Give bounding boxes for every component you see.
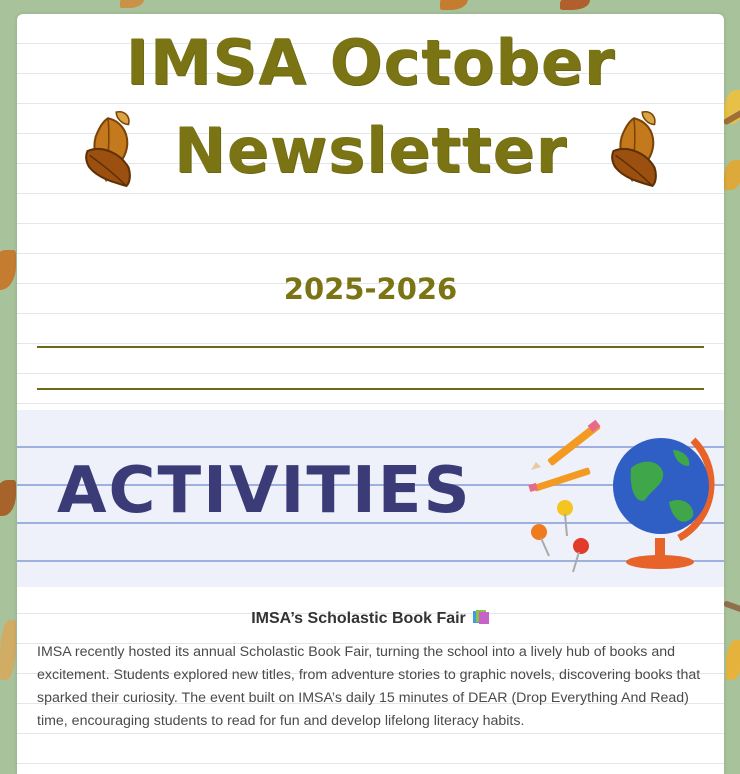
pushpin-icon bbox=[531, 524, 549, 556]
divider-line bbox=[37, 388, 704, 390]
globe-icon bbox=[613, 438, 711, 569]
divider-line bbox=[37, 346, 704, 348]
pushpin-icon bbox=[557, 500, 573, 536]
activities-banner bbox=[17, 410, 724, 587]
activities-heading: ACTIVITIES bbox=[57, 454, 472, 528]
school-supplies-art bbox=[503, 410, 724, 587]
books-icon bbox=[472, 608, 490, 626]
article-title: IMSA’s Scholastic Book Fair bbox=[17, 608, 724, 628]
school-year: 2025-2026 bbox=[283, 272, 458, 306]
autumn-leaves-icon bbox=[593, 106, 675, 188]
pushpin-icon bbox=[573, 538, 589, 572]
pencil-icon bbox=[531, 420, 601, 470]
newsletter-title-line2: Newsletter bbox=[173, 114, 568, 187]
newsletter-page bbox=[17, 14, 724, 774]
newsletter-title-line1: IMSA October bbox=[125, 26, 616, 99]
article-body: IMSA recently hosted its annual Scholastic Book Fair, turning the school into a lively hub of books and excitement. Students explored new titles, from adventure stories to graphic novels, discovering books that sparked their curiosity. The event built on IMSA’s daily 15 minutes of DEAR (Drop Everything And Read) time, encouraging students to read for fun and develop lifelong literacy habits. bbox=[37, 644, 701, 729]
pencil-icon bbox=[528, 467, 591, 492]
